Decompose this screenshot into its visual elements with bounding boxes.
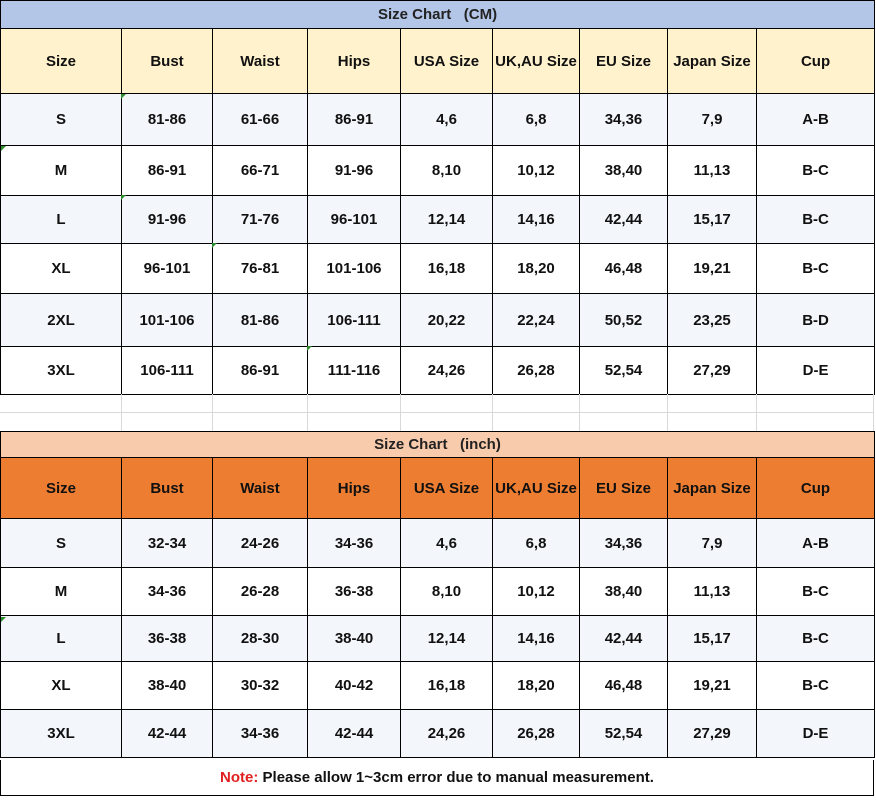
cm-cell: D-E: [757, 347, 875, 395]
cm-cell: 19,21: [668, 244, 757, 294]
inch-cell: 28-30: [213, 616, 308, 662]
cm-cell: S: [1, 94, 122, 146]
cm-table-row: [1, 196, 875, 244]
cm-header-size: Size: [1, 29, 122, 94]
cm-cell: 4,6: [401, 94, 493, 146]
cm-table-row: [1, 94, 875, 146]
cm-cell: 81-86: [213, 294, 308, 347]
cm-cell: 61-66: [213, 94, 308, 146]
cm-cell: 23,25: [668, 294, 757, 347]
cm-header-row: [1, 29, 875, 94]
cm-cell: 50,52: [580, 294, 668, 347]
cm-cell: 20,22: [401, 294, 493, 347]
inch-cell: 19,21: [668, 662, 757, 710]
cm-cell: 42,44: [580, 196, 668, 244]
inch-cell: B-C: [757, 662, 875, 710]
cm-cell: 15,17: [668, 196, 757, 244]
cm-cell: 66-71: [213, 146, 308, 196]
inch-header-row: [1, 458, 875, 519]
cm-cell: 106-111: [308, 294, 401, 347]
inch-table-row: [1, 710, 875, 758]
note-text: Please allow 1~3cm error due to manual measurement.: [258, 769, 654, 786]
measurement-note: [0, 760, 874, 796]
cm-cell: 52,54: [580, 347, 668, 395]
cm-table-body: [1, 94, 875, 395]
cm-header-eu-size: EU Size: [580, 29, 668, 94]
cm-cell: B-D: [757, 294, 875, 347]
inch-chart-title: Size Chart (inch): [1, 432, 875, 458]
cm-cell: 91-96: [308, 146, 401, 196]
cm-cell: B-C: [757, 146, 875, 196]
cm-cell: 101-106: [122, 294, 213, 347]
inch-cell: D-E: [757, 710, 875, 758]
inch-header-cup: Cup: [757, 458, 875, 519]
inch-cell: 34,36: [580, 519, 668, 568]
cm-cell: 24,26: [401, 347, 493, 395]
inch-cell: 14,16: [493, 616, 580, 662]
cm-cell: L: [1, 196, 122, 244]
cm-cell: 76-81: [213, 244, 308, 294]
cm-cell: 106-111: [122, 347, 213, 395]
cm-cell: 81-86: [122, 94, 213, 146]
inch-cell: 4,6: [401, 519, 493, 568]
cm-cell: 8,10: [401, 146, 493, 196]
inch-cell: 36-38: [308, 568, 401, 616]
cm-cell: 101-106: [308, 244, 401, 294]
inch-header-usa-size: USA Size: [401, 458, 493, 519]
inch-table-row: [1, 568, 875, 616]
inch-cell: 16,18: [401, 662, 493, 710]
inch-cell: B-C: [757, 568, 875, 616]
inch-cell: 18,20: [493, 662, 580, 710]
cm-cell: M: [1, 146, 122, 196]
inch-cell: 15,17: [668, 616, 757, 662]
cm-cell: 91-96: [122, 196, 213, 244]
inch-cell: 52,54: [580, 710, 668, 758]
cm-cell: 86-91: [122, 146, 213, 196]
cm-cell: 3XL: [1, 347, 122, 395]
inch-header-uk-au-size: UK,AU Size: [493, 458, 580, 519]
cm-cell: 2XL: [1, 294, 122, 347]
cm-cell: 7,9: [668, 94, 757, 146]
inch-table-body: [1, 519, 875, 758]
cm-cell: XL: [1, 244, 122, 294]
cm-cell: B-C: [757, 196, 875, 244]
size-chart-cm-table: [0, 0, 875, 395]
inch-header-hips: Hips: [308, 458, 401, 519]
inch-cell: 34-36: [308, 519, 401, 568]
inch-cell: 3XL: [1, 710, 122, 758]
cm-cell: 27,29: [668, 347, 757, 395]
inch-cell: 10,12: [493, 568, 580, 616]
inch-cell: 46,48: [580, 662, 668, 710]
inch-cell: 38,40: [580, 568, 668, 616]
cm-cell: 14,16: [493, 196, 580, 244]
inch-cell: S: [1, 519, 122, 568]
inch-cell: 32-34: [122, 519, 213, 568]
inch-cell: 38-40: [122, 662, 213, 710]
cm-cell: A-B: [757, 94, 875, 146]
inch-table-row: [1, 519, 875, 568]
cm-cell: 12,14: [401, 196, 493, 244]
inch-cell: 30-32: [213, 662, 308, 710]
cm-cell: 96-101: [308, 196, 401, 244]
cm-table-row: [1, 294, 875, 347]
cm-cell: 18,20: [493, 244, 580, 294]
inch-cell: M: [1, 568, 122, 616]
inch-cell: 24-26: [213, 519, 308, 568]
inch-cell: 6,8: [493, 519, 580, 568]
inch-cell: 42-44: [122, 710, 213, 758]
cm-cell: 34,36: [580, 94, 668, 146]
inch-cell: A-B: [757, 519, 875, 568]
cm-cell: 46,48: [580, 244, 668, 294]
inch-cell: B-C: [757, 616, 875, 662]
cm-cell: 11,13: [668, 146, 757, 196]
cm-cell: 16,18: [401, 244, 493, 294]
cm-cell: 111-116: [308, 347, 401, 395]
cm-header-waist: Waist: [213, 29, 308, 94]
inch-cell: 11,13: [668, 568, 757, 616]
inch-table-row: [1, 662, 875, 710]
inch-cell: 36-38: [122, 616, 213, 662]
inch-cell: XL: [1, 662, 122, 710]
cm-cell: 6,8: [493, 94, 580, 146]
inch-cell: 40-42: [308, 662, 401, 710]
cm-cell: 26,28: [493, 347, 580, 395]
cm-cell: 96-101: [122, 244, 213, 294]
cm-cell: 86-91: [308, 94, 401, 146]
cm-header-bust: Bust: [122, 29, 213, 94]
inch-cell: 34-36: [213, 710, 308, 758]
cm-header-japan-size: Japan Size: [668, 29, 757, 94]
note-label: Note:: [220, 769, 259, 786]
inch-cell: 7,9: [668, 519, 757, 568]
cm-cell: 22,24: [493, 294, 580, 347]
inch-cell: 38-40: [308, 616, 401, 662]
cm-table-row: [1, 244, 875, 294]
inch-cell: 26,28: [493, 710, 580, 758]
cm-table-row: [1, 347, 875, 395]
inch-cell: L: [1, 616, 122, 662]
inch-cell: 26-28: [213, 568, 308, 616]
cm-header-hips: Hips: [308, 29, 401, 94]
inch-cell: 42,44: [580, 616, 668, 662]
inch-header-eu-size: EU Size: [580, 458, 668, 519]
cm-cell: 71-76: [213, 196, 308, 244]
inch-cell: 27,29: [668, 710, 757, 758]
cm-header-usa-size: USA Size: [401, 29, 493, 94]
cm-chart-title: Size Chart (CM): [1, 1, 875, 29]
inch-header-bust: Bust: [122, 458, 213, 519]
cm-header-cup: Cup: [757, 29, 875, 94]
cm-table-row: [1, 146, 875, 196]
inch-cell: 12,14: [401, 616, 493, 662]
cm-header-uk-au-size: UK,AU Size: [493, 29, 580, 94]
inch-cell: 34-36: [122, 568, 213, 616]
spacer-rows: [0, 394, 874, 431]
inch-table-row: [1, 616, 875, 662]
size-chart-inch-table: [0, 431, 875, 758]
cm-cell: 38,40: [580, 146, 668, 196]
cm-cell: B-C: [757, 244, 875, 294]
cm-cell: 10,12: [493, 146, 580, 196]
inch-header-waist: Waist: [213, 458, 308, 519]
inch-header-japan-size: Japan Size: [668, 458, 757, 519]
inch-cell: 42-44: [308, 710, 401, 758]
cm-cell: 86-91: [213, 347, 308, 395]
inch-header-size: Size: [1, 458, 122, 519]
inch-cell: 8,10: [401, 568, 493, 616]
inch-cell: 24,26: [401, 710, 493, 758]
